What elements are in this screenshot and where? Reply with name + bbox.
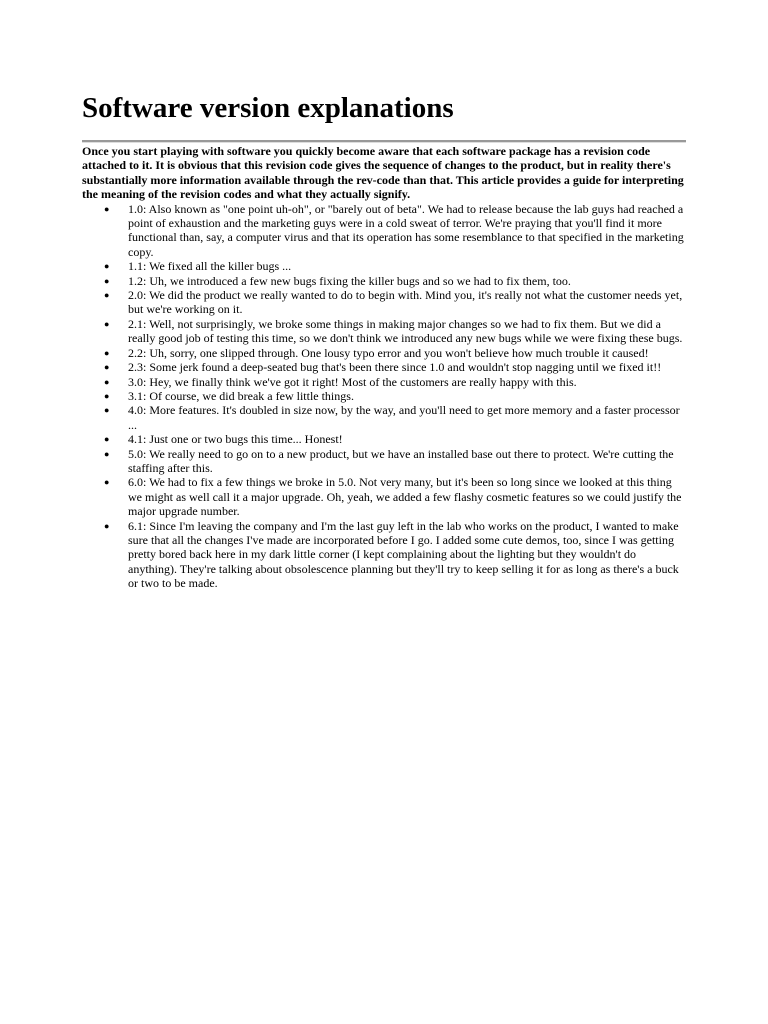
bullet-icon: ● xyxy=(104,390,110,401)
bullet-icon: ● xyxy=(104,362,110,373)
bullet-icon: ● xyxy=(104,261,110,272)
bullet-icon: ● xyxy=(104,347,110,358)
bullet-icon: ● xyxy=(104,290,110,301)
bullet-icon: ● xyxy=(104,405,110,416)
bullet-icon: ● xyxy=(104,376,110,387)
list-item xyxy=(104,201,686,260)
version-text: 5.0: We really need to go on to a new product, but we have an installed base out there to protect. We're cutting the staffing after this. xyxy=(128,446,674,475)
list-item xyxy=(104,273,686,288)
bullet-icon: ● xyxy=(104,448,110,459)
intro-paragraph: Once you start playing with software you quickly become aware that each software package has a revision code attached to it. It is obvious that this revision code gives the sequence of changes to the product, but in reality there's substantially more information available through the rev-code than that. This article provides a guide for interpreting the meaning of the revision codes and what they actually signify. xyxy=(82,144,684,202)
list-item xyxy=(104,446,686,476)
list-item xyxy=(104,475,686,519)
bullet-icon: ● xyxy=(104,434,110,445)
version-text: 2.0: We did the product we really wanted to do to begin with. Mind you, it's really not what the customer needs yet, but we're working on it. xyxy=(128,288,683,317)
version-text: 6.0: We had to fix a few things we broke in 5.0. Not very many, but it's been so long since we looked at this thing we might as well call it a major upgrade. Oh, yeah, we added a few flashy cosmetic features so we could justify the major upgrade number. xyxy=(128,475,682,519)
page-title: Software version explanations xyxy=(82,92,454,124)
bullet-icon: ● xyxy=(104,203,110,214)
list-item xyxy=(104,374,686,389)
version-text: 2.3: Some jerk found a deep-seated bug that's been there since 1.0 and wouldn't stop nagging until we fixed it!! xyxy=(128,360,662,375)
document-page xyxy=(82,90,686,591)
version-text: 1.2: Uh, we introduced a few new bugs fixing the killer bugs and so we had to fix them, too. xyxy=(128,273,571,288)
version-text: 4.0: More features. It's doubled in size now, by the way, and you'll need to get more memory and a faster processor ... xyxy=(128,403,680,432)
version-text: 6.1: Since I'm leaving the company and I'm the last guy left in the lab who works on the product, I wanted to make sure that all the changes I've made are incorporated before I go. I added some cute demos, too, since I was getting pretty bored back here in my dark little corner (I kept complaining about the lighting but they wouldn't do anything). They're talking about obsolescence planning but they'll try to keep selling it for as long as there's a buck or two to be made. xyxy=(128,518,679,591)
list-item xyxy=(104,259,686,274)
version-text: 2.1: Well, not surprisingly, we broke some things in making major changes so we had to fix them. But we did a really good job of testing this time, so we don't think we introduced any new bugs while we were fixing these bugs. xyxy=(128,316,683,346)
bullet-icon: ● xyxy=(104,477,110,488)
list-item xyxy=(104,360,686,375)
bullet-icon: ● xyxy=(104,520,110,531)
version-text: 1.0: Also known as "one point uh-oh", or "barely out of beta". We had to release because the lab guys had reached a point of exhaustion and the marketing guys were in a cold sweat of terror. We're praying that you'll find it more functional than, say, a computer virus and that its operation has some resemblance to that specified in the marketing copy. xyxy=(128,201,684,259)
version-text: 3.1: Of course, we did break a few little things. xyxy=(128,388,354,403)
bullet-icon: ● xyxy=(104,318,110,329)
bullet-icon: ● xyxy=(104,275,110,286)
version-text: 3.0: Hey, we finally think we've got it right! Most of the customers are really happy with this. xyxy=(128,374,577,389)
list-item xyxy=(104,388,686,403)
version-list xyxy=(82,202,686,591)
list-item xyxy=(104,432,686,447)
list-item xyxy=(104,316,686,346)
list-item xyxy=(104,288,686,317)
version-text: 2.2: Uh, sorry, one slipped through. One lousy typo error and you won't believe how much trouble it caused! xyxy=(128,345,649,360)
list-item xyxy=(104,403,686,432)
list-item xyxy=(104,518,686,591)
version-text: 1.1: We fixed all the killer bugs ... xyxy=(128,259,292,274)
version-text: 4.1: Just one or two bugs this time... Honest! xyxy=(128,432,343,447)
list-item xyxy=(104,345,686,360)
